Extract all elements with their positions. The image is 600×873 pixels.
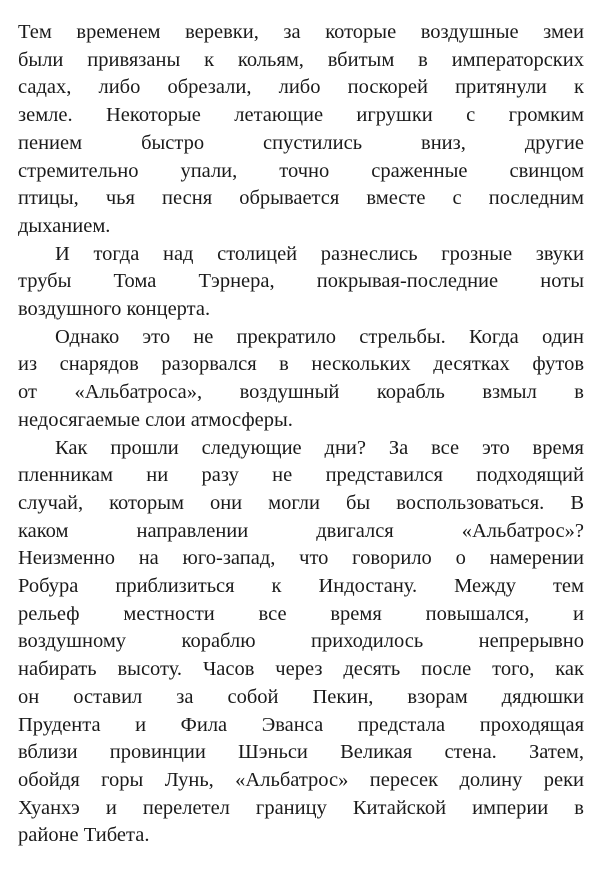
text-line: трубы Тома Тэрнера, покрывая-последние ноты [18, 270, 584, 293]
text-line: Робура приблизиться к Индостану. Между тем [18, 575, 584, 598]
text-line: Тем временем веревки, за которые воздушные змеи [18, 21, 584, 43]
text-line: Неизменно на юго-запад, что говорило о намерении [18, 547, 584, 570]
text-line: птицы, чья песня обрывается вместе с последним [18, 187, 584, 210]
text-line: Хуанхэ и перелетел границу Китайской империи в [18, 796, 584, 819]
text-line: каком направлении двигался «Альбатрос»? [18, 519, 584, 542]
text-line: недосягаемые слои атмосферы. [18, 408, 293, 431]
paragraph [18, 241, 584, 324]
text-line: набирать высоту. Часов через десять после того, как [18, 658, 584, 681]
text-line: были привязаны к кольям, вбитым в императорских [18, 48, 584, 71]
text-line: из снарядов разорвался в нескольких десятках футов [18, 353, 584, 376]
text-line: случай, которым они могли бы воспользоваться. В [18, 491, 584, 514]
text-line: Однако это не прекратило стрельбы. Когда один [55, 325, 584, 348]
text-line: дыханием. [18, 214, 111, 237]
text-line: вблизи провинции Шэньси Великая стена. Затем, [18, 741, 584, 764]
text-line: рельеф местности все время повышался, и [18, 602, 584, 625]
paragraph [18, 19, 584, 241]
text-line: пленникам ни разу не представился подходящий [18, 464, 584, 487]
text-line: И тогда над столицей разнеслись грозные звуки [55, 242, 584, 265]
text-line: он оставил за собой Пекин, взорам дядюшки [18, 685, 584, 708]
text-line: Как прошли следующие дни? За все это время [55, 436, 584, 459]
text-line: воздушного концерта. [18, 298, 211, 321]
text-line: воздушному кораблю приходилось непрерывно [18, 630, 584, 653]
paragraph [18, 324, 584, 435]
text-line: земле. Некоторые летающие игрушки с громким [18, 104, 584, 127]
text-line: обойдя горы Лунь, «Альбатрос» пересек долину реки [18, 768, 584, 791]
document-page [18, 19, 584, 850]
text-line: пением быстро спустились вниз, другие [18, 131, 584, 154]
text-line: садах, либо обрезали, либо поскорей притянули к [18, 76, 584, 99]
paragraph [18, 435, 584, 851]
text-line: Прудента и Фила Эванса предстала проходящая [18, 713, 584, 736]
text-line: от «Альбатроса», воздушный корабль взмыл в [18, 381, 584, 404]
text-line: стремительно упали, точно сраженные свинцом [18, 159, 584, 182]
text-line: районе Тибета. [18, 824, 150, 847]
